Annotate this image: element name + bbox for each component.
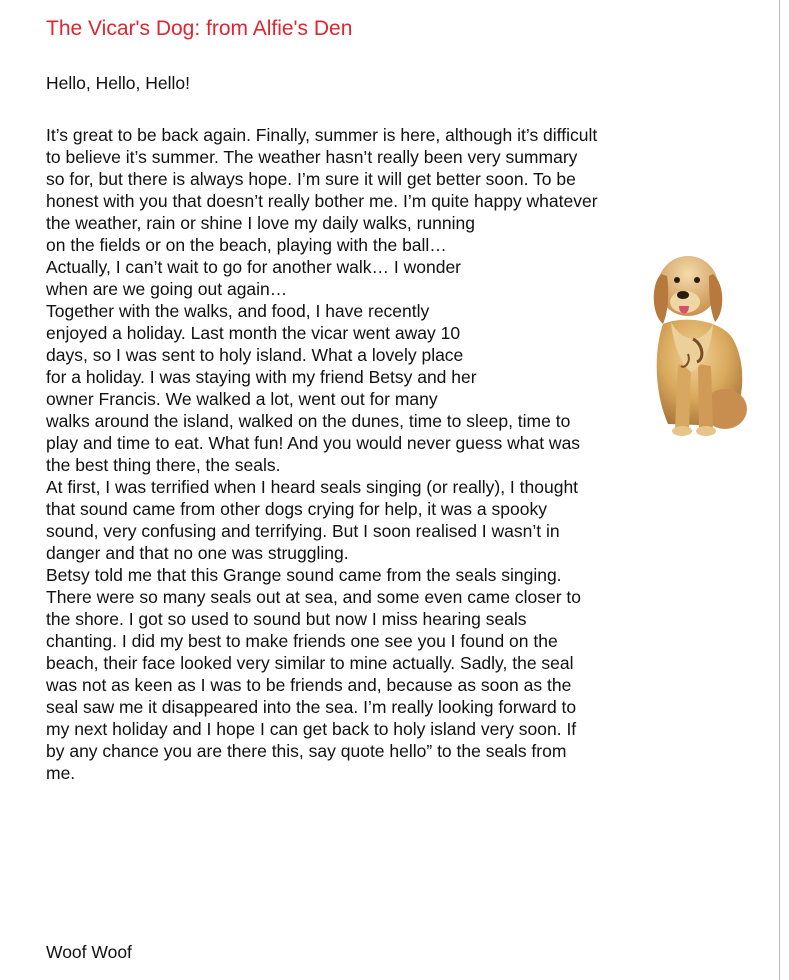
body-line: days, so I was sent to holy island. What a lovely place xyxy=(46,345,464,365)
body-line: when are we going out again… xyxy=(46,279,288,299)
body-line: so for, but there is always hope. I’m sure it will get better soon. To be xyxy=(46,169,576,189)
body-line: Betsy told me that this Grange sound came from the seals singing. xyxy=(46,565,562,585)
body-line: beach, their face looked very similar to mine actually. Sadly, the seal xyxy=(46,653,574,673)
body-line: At first, I was terrified when I heard seals singing (or really), I thought xyxy=(46,477,579,497)
body-line: walks around the island, walked on the dunes, time to sleep, time to xyxy=(46,411,571,431)
body-line: honest with you that doesn’t really bother me. I’m quite happy whatever xyxy=(46,191,598,211)
signoff: Woof Woof xyxy=(46,942,132,962)
body-line: by any chance you are there this, say quote hello” to the seals from xyxy=(46,741,567,761)
body-line: There were so many seals out at sea, and some even came closer to xyxy=(46,587,581,607)
dog-image xyxy=(633,244,753,444)
body-line: my next holiday and I hope I can get back to holy island very soon. If xyxy=(46,719,577,739)
body-line: the best thing there, the seals. xyxy=(46,455,281,475)
article-title: The Vicar's Dog: from Alfie's Den xyxy=(46,17,353,40)
body-line: was not as keen as I was to be friends and, because as soon as the xyxy=(46,675,572,695)
body-line: Together with the walks, and food, I have recently xyxy=(46,301,430,321)
body-line: Actually, I can’t wait to go for another walk… I wonder xyxy=(46,257,462,277)
body-line: on the fields or on the beach, playing with the ball… xyxy=(46,235,447,255)
greeting: Hello, Hello, Hello! xyxy=(46,73,190,93)
body-line: danger and that no one was struggling. xyxy=(46,543,349,563)
body-line: sound, very confusing and terrifying. But I soon realised I wasn’t in xyxy=(46,521,560,541)
body-line: that sound came from other dogs crying for help, it was a spooky xyxy=(46,499,547,519)
body-line: to believe it’s summer. The weather hasn’t really been very summary xyxy=(46,147,578,167)
body-line: the weather, rain or shine I love my daily walks, running xyxy=(46,213,475,233)
body-line: play and time to eat. What fun! And you would never guess what was xyxy=(46,433,581,453)
body-line: It’s great to be back again. Finally, summer is here, although it’s difficult xyxy=(46,125,598,145)
body-line: seal saw me it disappeared into the sea. I’m really looking forward to xyxy=(46,697,577,717)
body-line: the shore. I got so used to sound but now I miss hearing seals xyxy=(46,609,527,629)
body-line: chanting. I did my best to make friends one see you I found on the xyxy=(46,631,558,651)
body-line: owner Francis. We walked a lot, went out for many xyxy=(46,389,438,409)
body-line: me. xyxy=(46,763,76,783)
body-line: enjoyed a holiday. Last month the vicar went away 10 xyxy=(46,323,461,343)
body-line: for a holiday. I was staying with my friend Betsy and her xyxy=(46,367,477,387)
